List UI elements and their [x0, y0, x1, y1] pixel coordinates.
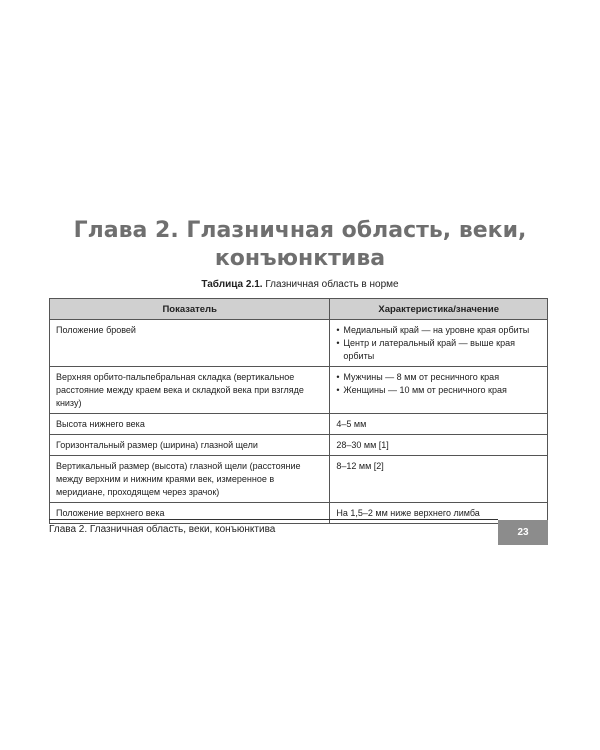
value-cell — [330, 367, 548, 414]
page-number-badge: 23 — [498, 520, 548, 545]
table-row — [50, 414, 548, 435]
value-bullet: • Медиальный край — на уровне края орбиты — [336, 324, 541, 337]
table-caption — [0, 279, 600, 290]
indicator-cell: Положение верхнего века — [50, 503, 330, 524]
orbital-norm-table — [49, 298, 548, 524]
column-header-value: Характеристика/значение — [330, 299, 548, 320]
indicator-cell: Положение бровей — [50, 320, 330, 367]
table-caption-label: Таблица 2.1. — [201, 279, 263, 290]
table-row — [50, 456, 548, 503]
column-header-indicator: Показатель — [50, 299, 330, 320]
indicator-cell: Вертикальный размер (высота) глазной щели (расстояние между верхним и нижним краями век, измеренное в меридиане, проходящем через зрачок) — [50, 456, 330, 503]
value-cell: На 1,5–2 мм ниже верхнего лимба — [330, 503, 548, 524]
table-caption-text: Глазничная область в норме — [265, 279, 399, 290]
table-row — [50, 503, 548, 524]
table-row — [50, 367, 548, 414]
value-cell: 28–30 мм [1] — [330, 435, 548, 456]
value-bullet: • Мужчины — 8 мм от ресничного края — [336, 371, 541, 384]
table-row — [50, 320, 548, 367]
value-bullet: • Центр и латеральный край — выше края орбиты — [336, 337, 541, 363]
table-header-row — [50, 299, 548, 320]
chapter-title-line-1: Глава 2. Глазничная область, веки, — [73, 217, 527, 243]
footer-divider — [49, 519, 498, 520]
table-row — [50, 435, 548, 456]
value-cell: 4–5 мм — [330, 414, 548, 435]
indicator-cell: Горизонтальный размер (ширина) глазной щели — [50, 435, 330, 456]
chapter-title — [60, 217, 540, 273]
indicator-cell: Высота нижнего века — [50, 414, 330, 435]
value-cell: 8–12 мм [2] — [330, 456, 548, 503]
value-cell — [330, 320, 548, 367]
running-title: Глава 2. Глазничная область, веки, конъюнктива — [49, 524, 276, 535]
value-bullet: • Женщины — 10 мм от ресничного края — [336, 384, 541, 397]
chapter-title-line-2: конъюнктива — [214, 245, 386, 271]
indicator-cell: Верхняя орбито-пальпебральная складка (вертикальное расстояние между краем века и складкой века при взгляде книзу) — [50, 367, 330, 414]
